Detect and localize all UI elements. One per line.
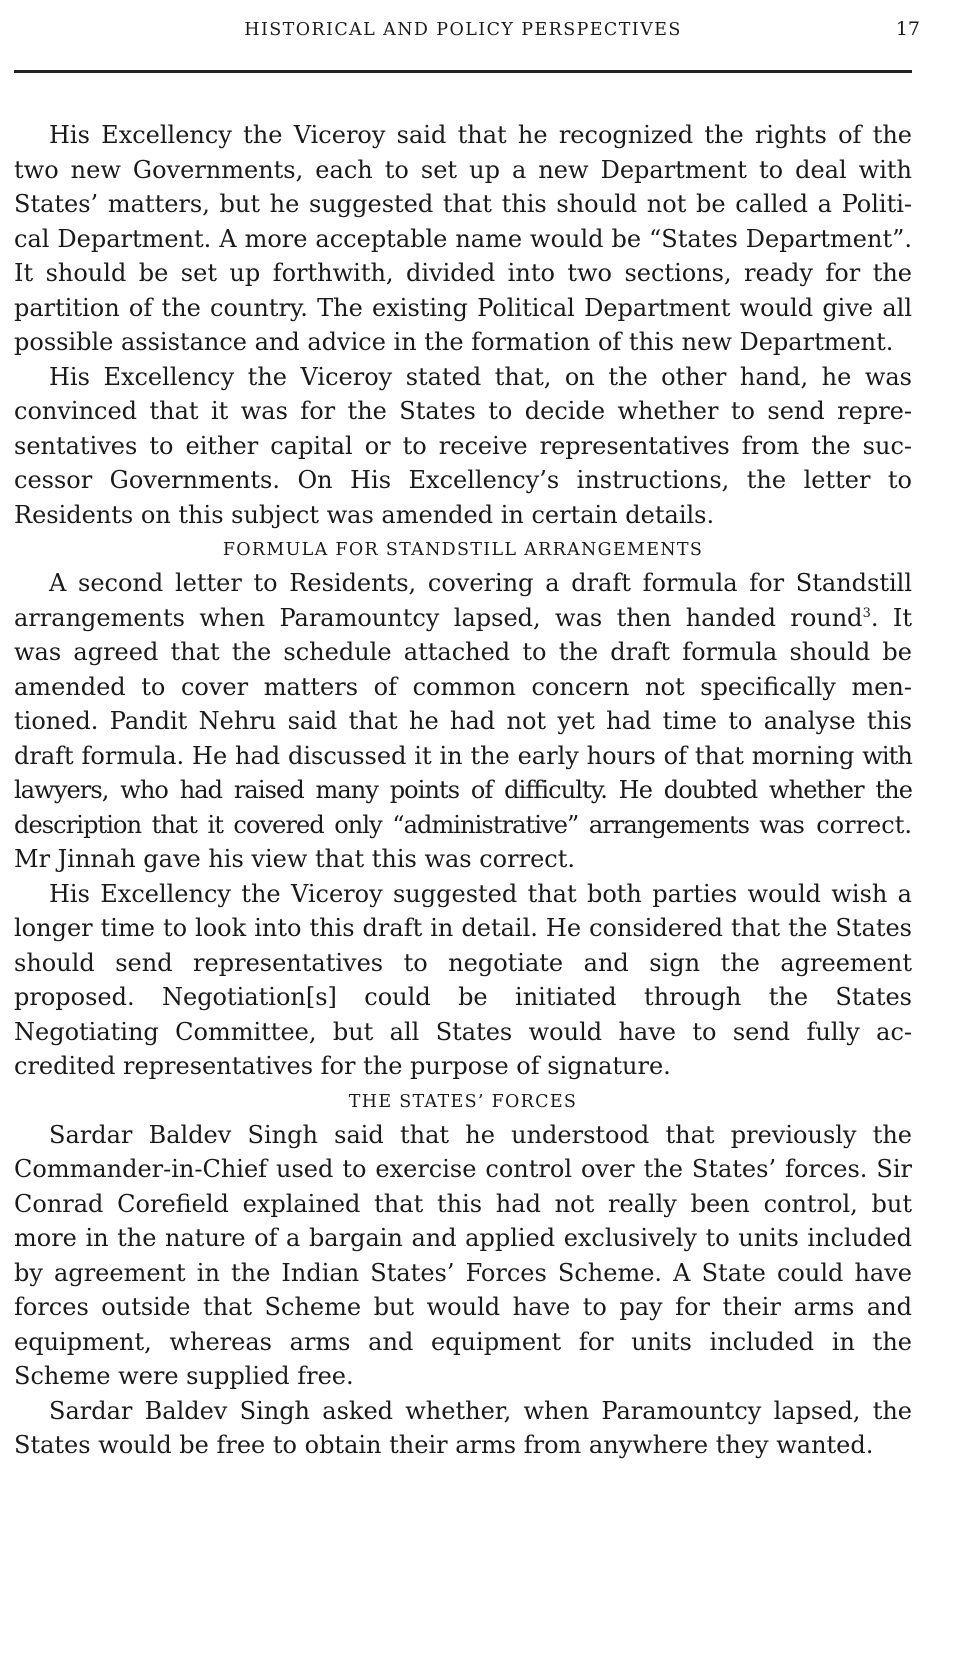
footnote-reference: 3 <box>862 605 871 621</box>
paragraph-states-forces: Sardar Baldev Singh said that he understood that previously the Commander-in-Chief used to exercise control over the States’ forces. Sir Conrad Corefield explained that this had not really been control, but more in the nature of a bargain and applied exclusively to units included by agreement in the Indian States’ Forces Scheme. A State could have forces outside that Scheme but would have to pay for their arms and equipment, whereas arms and equipment for units included in the Scheme were supplied free. <box>14 1120 912 1390</box>
running-head <box>14 18 920 48</box>
paragraph-standstill-text-2: . It was agreed that the schedule attached to the draft formula should be amended to cover matters of common concern not specifically mentioned. Pandit Nehru said that he had not yet had time to analyse this draft formula. He had discussed it in the early hours of that morning <box>14 603 913 770</box>
paragraph-viceroy-representatives: His Excellency the Viceroy stated that, on the other hand, he was convinced that it was for the States to decide whether to send representatives to either capital or to receive representatives from the successor Governments. On His Excellency’s instructions, the letter to Residents on this subject was amended in certain details. <box>14 362 912 529</box>
section-heading-states-forces: THE STATES’ FORCES <box>348 1091 578 1112</box>
section-heading-standstill: FORMULA FOR STANDSTILL ARRANGEMENTS <box>222 540 704 560</box>
paragraph-viceroy-department: His Excellency the Viceroy said that he recognized the rights of the two new Governments, each to set up a new Department to deal with States’ matters, but he suggested that this should not be called a Political Department. A more acceptable name would be “States Department”. It should be set up forthwith, divided into two sections, ready for the partition of the country. The existing Political Department would give all possible assistance and advice in the formation of this new Department. <box>14 121 912 356</box>
header-rule <box>14 70 912 73</box>
running-title: HISTORICAL AND POLICY PERSPECTIVES <box>244 20 682 40</box>
paragraph-standstill-text-3: with lawyers, who had raised many points of difficulty. He doubted whether the description that it covered only “administrative” arrangements was <box>14 741 912 839</box>
paragraph-standstill-text-1: A second letter to Residents, covering a draft formula for Standstill arrangements when Paramountcy lapsed, was then handed round <box>14 569 912 632</box>
page-number: 17 <box>895 18 920 40</box>
paragraph-standstill-text-4: correct. Mr Jinnah gave his view that this was correct. <box>14 810 912 873</box>
paragraph-viceroy-negotiation: His Excellency the Viceroy suggested that both parties would wish a longer time to look into this draft in detail. He considered that the States should send representatives to negotiate and sign the agreement proposed. Negotiation[s] could be initiated through the States Negotiating Committee, but all States would have to send fully accredited representatives for the purpose of signature. <box>14 879 912 1080</box>
paragraph-standstill-formula <box>14 566 912 877</box>
paragraph-arms-question: Sardar Baldev Singh asked whether, when Paramountcy lapsed, the States would be free to obtain their arms from anywhere they wanted. <box>14 1396 912 1459</box>
body-text <box>14 118 912 1463</box>
